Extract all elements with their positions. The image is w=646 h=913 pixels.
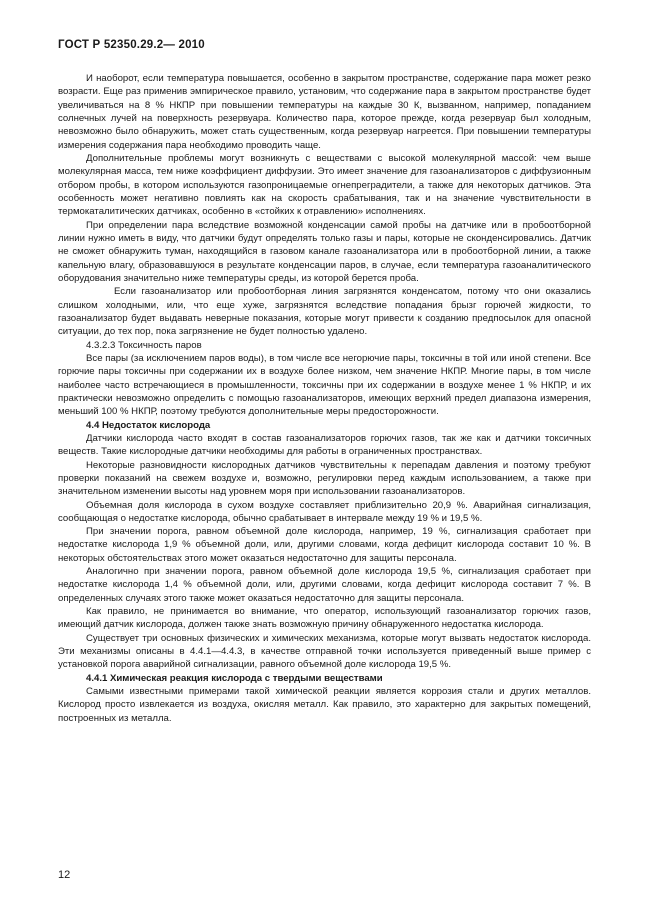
paragraph: Если газоанализатор или пробоотборная линия загрязнятся конденсатом, потому что они оказались слишком холодными, или, что еще хуже, загрязнятся вследствие попадания брызг горючей жидкости, то газоанализатор будет выдавать неверные показания, которые могут привести к созданию предпосылок для опасной ситуации, до тех пор, пока загрязнение не будет полностью удалено. <box>58 286 591 338</box>
paragraph: Объемная доля кислорода в сухом воздухе составляет приблизительно 20,9 %. Аварийная сигнализация, сообщающая о недостатке кислорода, обычно срабатывает в интервале между 19 % и 19,5 %. <box>58 499 591 524</box>
paragraph: Аналогично при значении порога, равном объемной доле кислорода 19,5 %, сигнализация сработает при недостатке кислорода 1,4 % объемной доли, или, другими словами, когда дефицит кислорода составит 7 %. В определенных случаях этого также может оказаться недостаточно для защиты персонала. <box>58 566 591 604</box>
paragraph: Некоторые разновидности кислородных датчиков чувствительны к перепадам давления и поэтому требуют проверки показаний на свежем воздухе и, возможно, регулировки перед каждым использованием, а также при значительном изменении высоты над уровнем моря при использовании газоанализаторов. <box>58 459 591 498</box>
subsection-heading: 4.4.1 Химическая реакция кислорода с твердыми веществами <box>86 672 383 684</box>
paragraph: И наоборот, если температура повышается, особенно в закрытом пространстве, содержание пара может резко возрасти. Еще раз применив эмпирическое правило, установим, что содержание пара в закрытом пространстве будет увеличиваться на 8 % НКПР при повышении температуры на каждые 30 К, вызванном, например, попаданием солнечных лучей на поверхность резервуара. Количество пара, которое прежде, когда резервуар был холодным, невозможно было обнаружить, может стать существенным, когда резервуар нагреется. При повышении температуры измерения содержания пара необходимо проводить чаще. <box>58 73 591 151</box>
paragraph: Самыми известными примерами такой химической реакции является коррозия стали и других металлов. Кислород просто извлекается из воздуха, окисляя металл. Как правило, это характерно для закрытых помещений, построенных из металла. <box>58 686 591 724</box>
paragraph: Существует три основных физических и химических механизма, которые могут вызвать недостаток кислорода. Эти механизмы описаны в 4.4.1—4.4.3, в качестве отправной точки используется приведенный выше пример с установкой порога аварийной сигнализации, равного объемной доле кислорода 19,5 %. <box>58 632 591 671</box>
document-body <box>58 72 591 725</box>
paragraph: Как правило, не принимается во внимание, что оператор, использующий газоанализатор горючих газов, имеющий датчик кислорода, должен также знать возможную причину обнаруженного недостатка кислорода. <box>58 606 591 631</box>
page-number: 12 <box>58 869 71 881</box>
paragraph: При значении порога, равном объемной доле кислорода, например, 19 %, сигнализация сработает при недостатке кислорода 1,9 % объемной доли, или, другими словами, когда дефицит кислорода составит 10 %. В некоторых обстоятельствах этого может оказаться недостаточно для защиты персонала. <box>58 526 591 564</box>
section-heading: 4.4 Недостаток кислорода <box>86 419 211 431</box>
paragraph: Все пары (за исключением паров воды), в том числе все негорючие пары, токсичны в той или иной степени. Все горючие пары токсичны при содержании их в воздухе более низком, чем значение НКПР. Многие пары, в том числе наиболее часто встречающиеся в промышленности, токсичны при их содержании в воздухе менее 1 % НКПР, и их практически невозможно определить с помощью газоанализаторов, имеющих верхний предел диапазона измерения, меньший 100 % НКПР, поэтому требуются дополнительные меры предосторожности. <box>58 352 591 418</box>
paragraph: Дополнительные проблемы могут возникнуть с веществами с высокой молекулярной массой: чем выше молекулярная масса, тем ниже коэффициент диффузии. Это имеет значение для газоанализаторов с диффузионным отбором пробы, в котором используются газопроницаемые огнепреградители, а также для некоторых датчиков. Эта особенность может негативно повлиять как на скорость срабатывания, так и на значение чувствительности в термокаталитических датчиках, особенно в «стойких к отравлению» исполнениях. <box>58 152 591 218</box>
paragraph: Датчики кислорода часто входят в состав газоанализаторов горючих газов, так же как и датчики токсичных веществ. Такие кислородные датчики необходимы для работы в ограниченных пространствах. <box>58 432 591 458</box>
paragraph: При определении пара вследствие возможной конденсации самой пробы на датчике или в пробоотборной линии нужно иметь в виду, что датчики будут определять только газы и пары, которые не сконденсировались. Датчик не сможет обнаружить туман, находящийся в газовом канале газоанализатора или в пробоотборной линии, а также капельную влагу, образовавшуюся в результате конденсации паров, в случае, если температура газоаналитического оборудования значительно ниже температуры среды, из которой берется проба. <box>58 219 591 284</box>
subsection-title: 4.3.2.3 Токсичность паров <box>86 339 202 351</box>
document-header: ГОСТ Р 52350.29.2— 2010 <box>58 39 205 51</box>
